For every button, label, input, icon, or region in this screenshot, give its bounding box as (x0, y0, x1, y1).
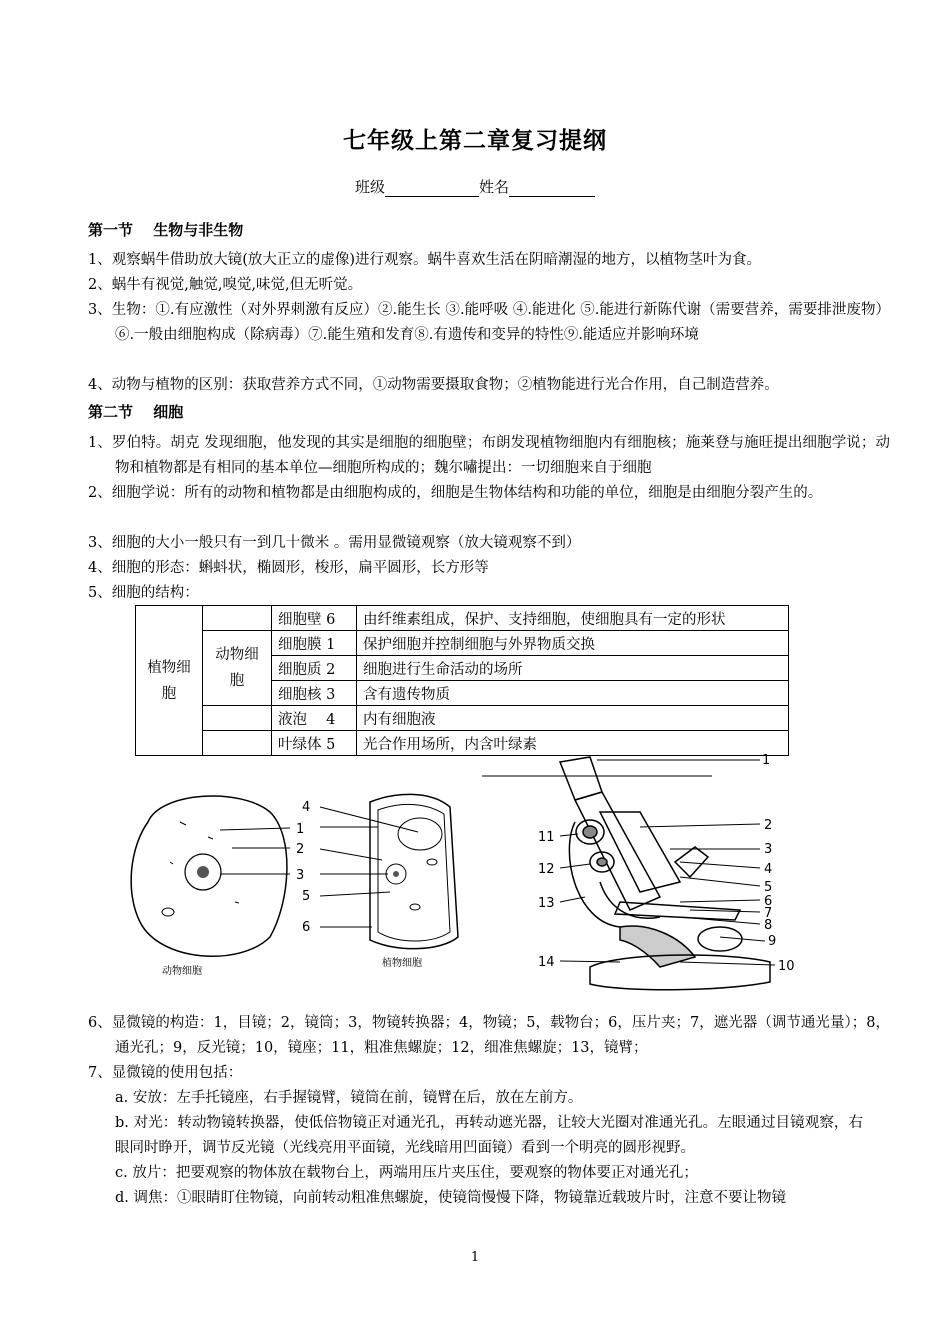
animal-label: 1 (296, 822, 305, 837)
page-title: 七年级上第二章复习提纲 (343, 128, 607, 154)
scope-label: 12 (538, 862, 555, 877)
page-number: 1 (470, 1250, 480, 1265)
plant-label: 6 (302, 920, 311, 935)
cell-microscope-figure (120, 752, 810, 1002)
cell-structure-table (135, 605, 789, 756)
scope-label: 7 (764, 906, 773, 921)
class-blank[interactable] (385, 181, 479, 197)
animal-label: 3 (296, 868, 305, 883)
usage-a: a. 安放：左手托镜座，右手握镜臂，镜筒在前，镜臂在后，放在左前方。 (115, 1090, 583, 1106)
usage-b: b. 对光：转动物镜转换器，使低倍物镜正对通光孔，再转动遮光器，让较大光圈对准通光孔。左眼通过目镜观察，右眼同时睁开，调节反光镜（光线亮用平面镜，光线暗用凹面镜）看到一个明亮的圆形视野。 (115, 1115, 863, 1156)
microscope-parts-para: 6、显微镜的构造：1，目镜；2，镜筒；3，物镜转换器；4，物镜；5，载物台；6，压片夹；7，遮光器（调节通光量）；8，通光孔；9，反光镜；10，镜座；11，粗准焦螺旋；12，细准焦螺旋；13，镜臂； (88, 1015, 890, 1056)
class-label: 班级 (354, 178, 385, 196)
table-desc: 含有遗传物质 (357, 681, 789, 706)
cell-para-3: 3、细胞的大小一般只有一到几十微米 。需用显微镜观察（放大镜观察不到） (88, 535, 581, 551)
microscope-illustration (560, 757, 775, 990)
scope-label: 4 (764, 862, 773, 877)
usage-d: d. 调焦：①眼睛盯住物镜，向前转动粗准焦螺旋，使镜筒慢慢下降，物镜靠近载玻片时，注意不要让物镜 (115, 1190, 786, 1206)
animal-cell-label: 动物细胞 (203, 631, 272, 706)
scope-label: 1 (762, 753, 771, 768)
class-name-line (0, 176, 950, 197)
usage-c: c. 放片：把要观察的物体放在载物台上，两端用压片夹压住，要观察的物体要正对通光孔； (115, 1165, 698, 1181)
scope-label: 6 (764, 894, 773, 909)
scope-label: 11 (538, 830, 555, 845)
animal-cell-illustration (131, 796, 304, 977)
cell-para-5: 5、细胞的结构： (88, 585, 199, 601)
animal-label: 2 (296, 842, 305, 857)
table-part: 细胞壁 6 (272, 606, 357, 631)
table-desc: 细胞进行生命活动的场所 (357, 656, 789, 681)
section-2-heading: 第二节 细胞 (88, 403, 184, 421)
plant-label: 4 (302, 800, 311, 815)
plant-cell-illustration (302, 794, 458, 969)
scope-label: 10 (778, 959, 795, 974)
para-3: 3、生物：①.有应激性（对外界刺激有反应）②.能生长 ③.能呼吸 ④.能进化 ⑤.能进行新陈代谢（需要营养，需要排泄废物）⑥.一般由细胞构成（除病毒）⑦.能生殖和发育⑧.有遗传和变异的特性⑨.能适应并影响环境 (88, 302, 890, 343)
plant-caption: 植物细胞 (382, 958, 422, 969)
table-part: 细胞膜 1 (272, 631, 357, 656)
plant-cell-label: 植物细胞 (136, 606, 203, 756)
cell-para-4: 4、细胞的形态：蝌蚪状，椭圆形，梭形，扁平圆形，长方形等 (88, 560, 489, 576)
para-1: 1、观察蜗牛借助放大镜(放大正立的虚像)进行观察。蜗牛喜欢生活在阴暗潮湿的地方，以植物茎叶为食。 (88, 252, 762, 268)
scope-label: 13 (538, 896, 555, 911)
name-blank[interactable] (509, 181, 595, 197)
table-desc: 内有细胞液 (357, 706, 789, 731)
scope-label: 8 (764, 918, 773, 933)
para-2: 2、蜗牛有视觉,触觉,嗅觉,味觉,但无听觉。 (88, 277, 363, 293)
table-desc: 由纤维素组成，保护、支持细胞，使细胞具有一定的形状 (357, 606, 789, 631)
table-desc: 保护细胞并控制细胞与外界物质交换 (357, 631, 789, 656)
scope-label: 3 (764, 842, 773, 857)
scope-label: 9 (768, 934, 777, 949)
scope-label: 2 (764, 818, 773, 833)
usage-heading: 7、显微镜的使用包括： (88, 1065, 243, 1081)
section-1-heading: 第一节 生物与非生物 (88, 221, 244, 239)
table-part: 液泡 4 (272, 706, 357, 731)
scope-label: 5 (764, 880, 773, 895)
plant-label: 5 (302, 889, 311, 904)
name-label: 姓名 (479, 178, 510, 196)
cell-para-2: 2、细胞学说：所有的动物和植物都是由细胞构成的，细胞是生物体结构和功能的单位，细胞是由细胞分裂产生的。 (88, 485, 823, 501)
animal-caption: 动物细胞 (162, 966, 202, 977)
table-part: 细胞质 2 (272, 656, 357, 681)
para-4: 4、动物与植物的区别：获取营养方式不同，①动物需要摄取食物；②植物能进行光合作用，自己制造营养。 (88, 377, 779, 393)
table-desc: 光合作用场所，内含叶绿素 (357, 731, 789, 756)
scope-label: 14 (538, 955, 555, 970)
cell-para-1: 1、罗伯特。胡克 发现细胞，他发现的其实是细胞的细胞壁；布朗发现植物细胞内有细胞核；施莱登与施旺提出细胞学说；动物和植物都是有相同的基本单位—细胞所构成的；魏尔嘯提出：一切细胞来自于细胞 (88, 435, 890, 476)
table-part: 细胞核 3 (272, 681, 357, 706)
table-part: 叶绿体 5 (272, 731, 357, 756)
